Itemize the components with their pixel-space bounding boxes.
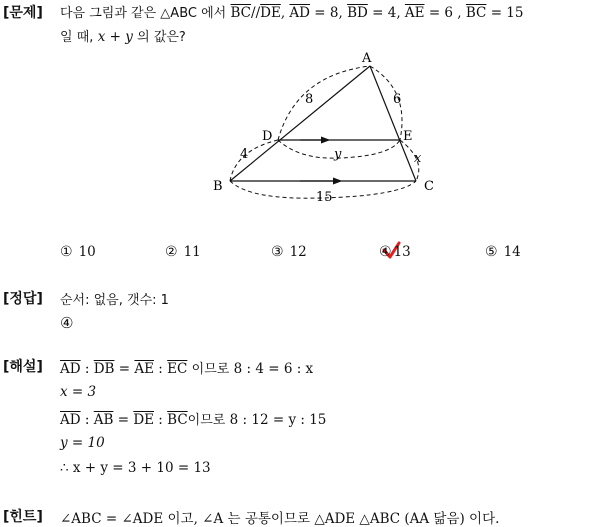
vertex-a: A	[362, 51, 372, 66]
choice-1-number: ①	[60, 244, 73, 260]
section-hint-label: [힌트]	[3, 509, 43, 525]
sol-colon-4: :	[158, 412, 163, 428]
sol-ec: $\overline{EC}$	[167, 361, 188, 377]
label-x: x	[414, 151, 422, 166]
segment-ad: $\overline{AD}$	[289, 5, 310, 21]
label-15: 15	[316, 190, 333, 205]
problem-expression: x + y	[97, 29, 133, 45]
label-4: 4	[240, 147, 249, 162]
vertex-c: C	[424, 179, 434, 194]
solution-line-4: y = 10	[60, 435, 105, 451]
problem-line-1: 다음 그림과 같은 △ABC 에서 $\overline{BC}//\overline{DE}$, $\overline{AD} = 8$, $\overline{BD} = 4$, $\overline{AE} = 6$ , $\overline{BC} = 15$	[60, 5, 524, 21]
side-ac	[370, 66, 416, 181]
sol-db: $\overline{DB}$	[93, 361, 115, 377]
vertex-b: B	[213, 179, 223, 194]
sol-suffix-1: 이므로	[191, 362, 230, 377]
sol-eq-2: =	[117, 412, 130, 428]
choice-2[interactable]	[165, 244, 201, 260]
sol-ae: $\overline{AE}$	[134, 361, 154, 377]
segment-de: $\overline{DE}$	[260, 5, 281, 21]
choice-5-value: 14	[503, 244, 521, 260]
label-6: 6	[393, 92, 402, 107]
sol-colon-3: :	[84, 412, 90, 428]
choice-2-value: 11	[183, 244, 201, 260]
sol-ad-2: $\overline{AD}$	[60, 412, 81, 428]
section-solution-label: [해설]	[3, 359, 43, 375]
choice-1-value: 10	[78, 244, 96, 260]
answer-line-2: ④	[60, 314, 74, 332]
choice-5[interactable]	[485, 244, 521, 260]
ad-value: = 8,	[314, 5, 343, 21]
sol-ratio-1: 8 : 4 = 6 : x	[233, 361, 314, 377]
problem-line2-a: 일 때,	[60, 30, 94, 45]
choice-1[interactable]	[60, 244, 96, 260]
sol-eq-1: =	[118, 361, 131, 377]
segment-ae: $\overline{AE}$	[404, 5, 425, 21]
side-ab	[230, 66, 370, 181]
solution-line-2: x = 3	[60, 384, 97, 400]
sol-colon-2: :	[158, 361, 163, 377]
sol-ad: $\overline{AD}$	[60, 361, 81, 377]
choice-4[interactable]	[379, 244, 411, 260]
sol-ab: $\overline{AB}$	[93, 412, 114, 428]
choice-2-number: ②	[165, 244, 178, 260]
problem-line2-b: 의 값은?	[137, 30, 186, 45]
label-y: y	[334, 147, 342, 162]
bd-value: = 4,	[372, 5, 401, 21]
ae-value: = 6 ,	[428, 5, 462, 21]
solution-line-5: ∴ x + y = 3 + 10 = 13	[60, 460, 211, 476]
choice-4-value: 13	[393, 244, 411, 260]
choice-5-number: ⑤	[485, 244, 498, 260]
segment-bc-2: $\overline{BC}$	[465, 5, 487, 21]
hint-text: ∠ABC = ∠ADE 이고, ∠A 는 공통이므로 △ADE △ABC (AA 닮음) 이다.	[60, 511, 500, 527]
segment-bd: $\overline{BD}$	[347, 5, 368, 21]
label-8: 8	[305, 92, 314, 107]
vertex-d: D	[262, 129, 273, 144]
section-problem-label: [문제]	[3, 5, 43, 21]
answer-line-1: 순서: 없음, 갯수: 1	[60, 293, 169, 308]
section-answer-label: [정답]	[3, 291, 43, 307]
solution-line-1	[60, 358, 313, 377]
choice-3-number: ③	[271, 244, 284, 260]
sol-bc: $\overline{BC}$	[167, 412, 188, 428]
solution-line-3	[60, 409, 326, 428]
problem-prefix: 다음 그림과 같은 △ABC 에서	[60, 6, 227, 21]
parallel-symbol: //	[251, 5, 261, 21]
segment-bc: $\overline{BC}$	[230, 5, 252, 21]
choice-4-number: ④	[379, 244, 392, 260]
sol-ratio-2: 8 : 12 = y : 15	[229, 412, 327, 428]
choice-3[interactable]	[271, 244, 307, 260]
vertex-e: E	[403, 129, 413, 144]
sol-de: $\overline{DE}$	[133, 412, 154, 428]
sol-suffix-2: 이므로	[187, 413, 226, 428]
sol-colon-1: :	[84, 361, 90, 377]
bc-value: = 15	[490, 5, 524, 21]
choice-3-value: 12	[289, 244, 307, 260]
